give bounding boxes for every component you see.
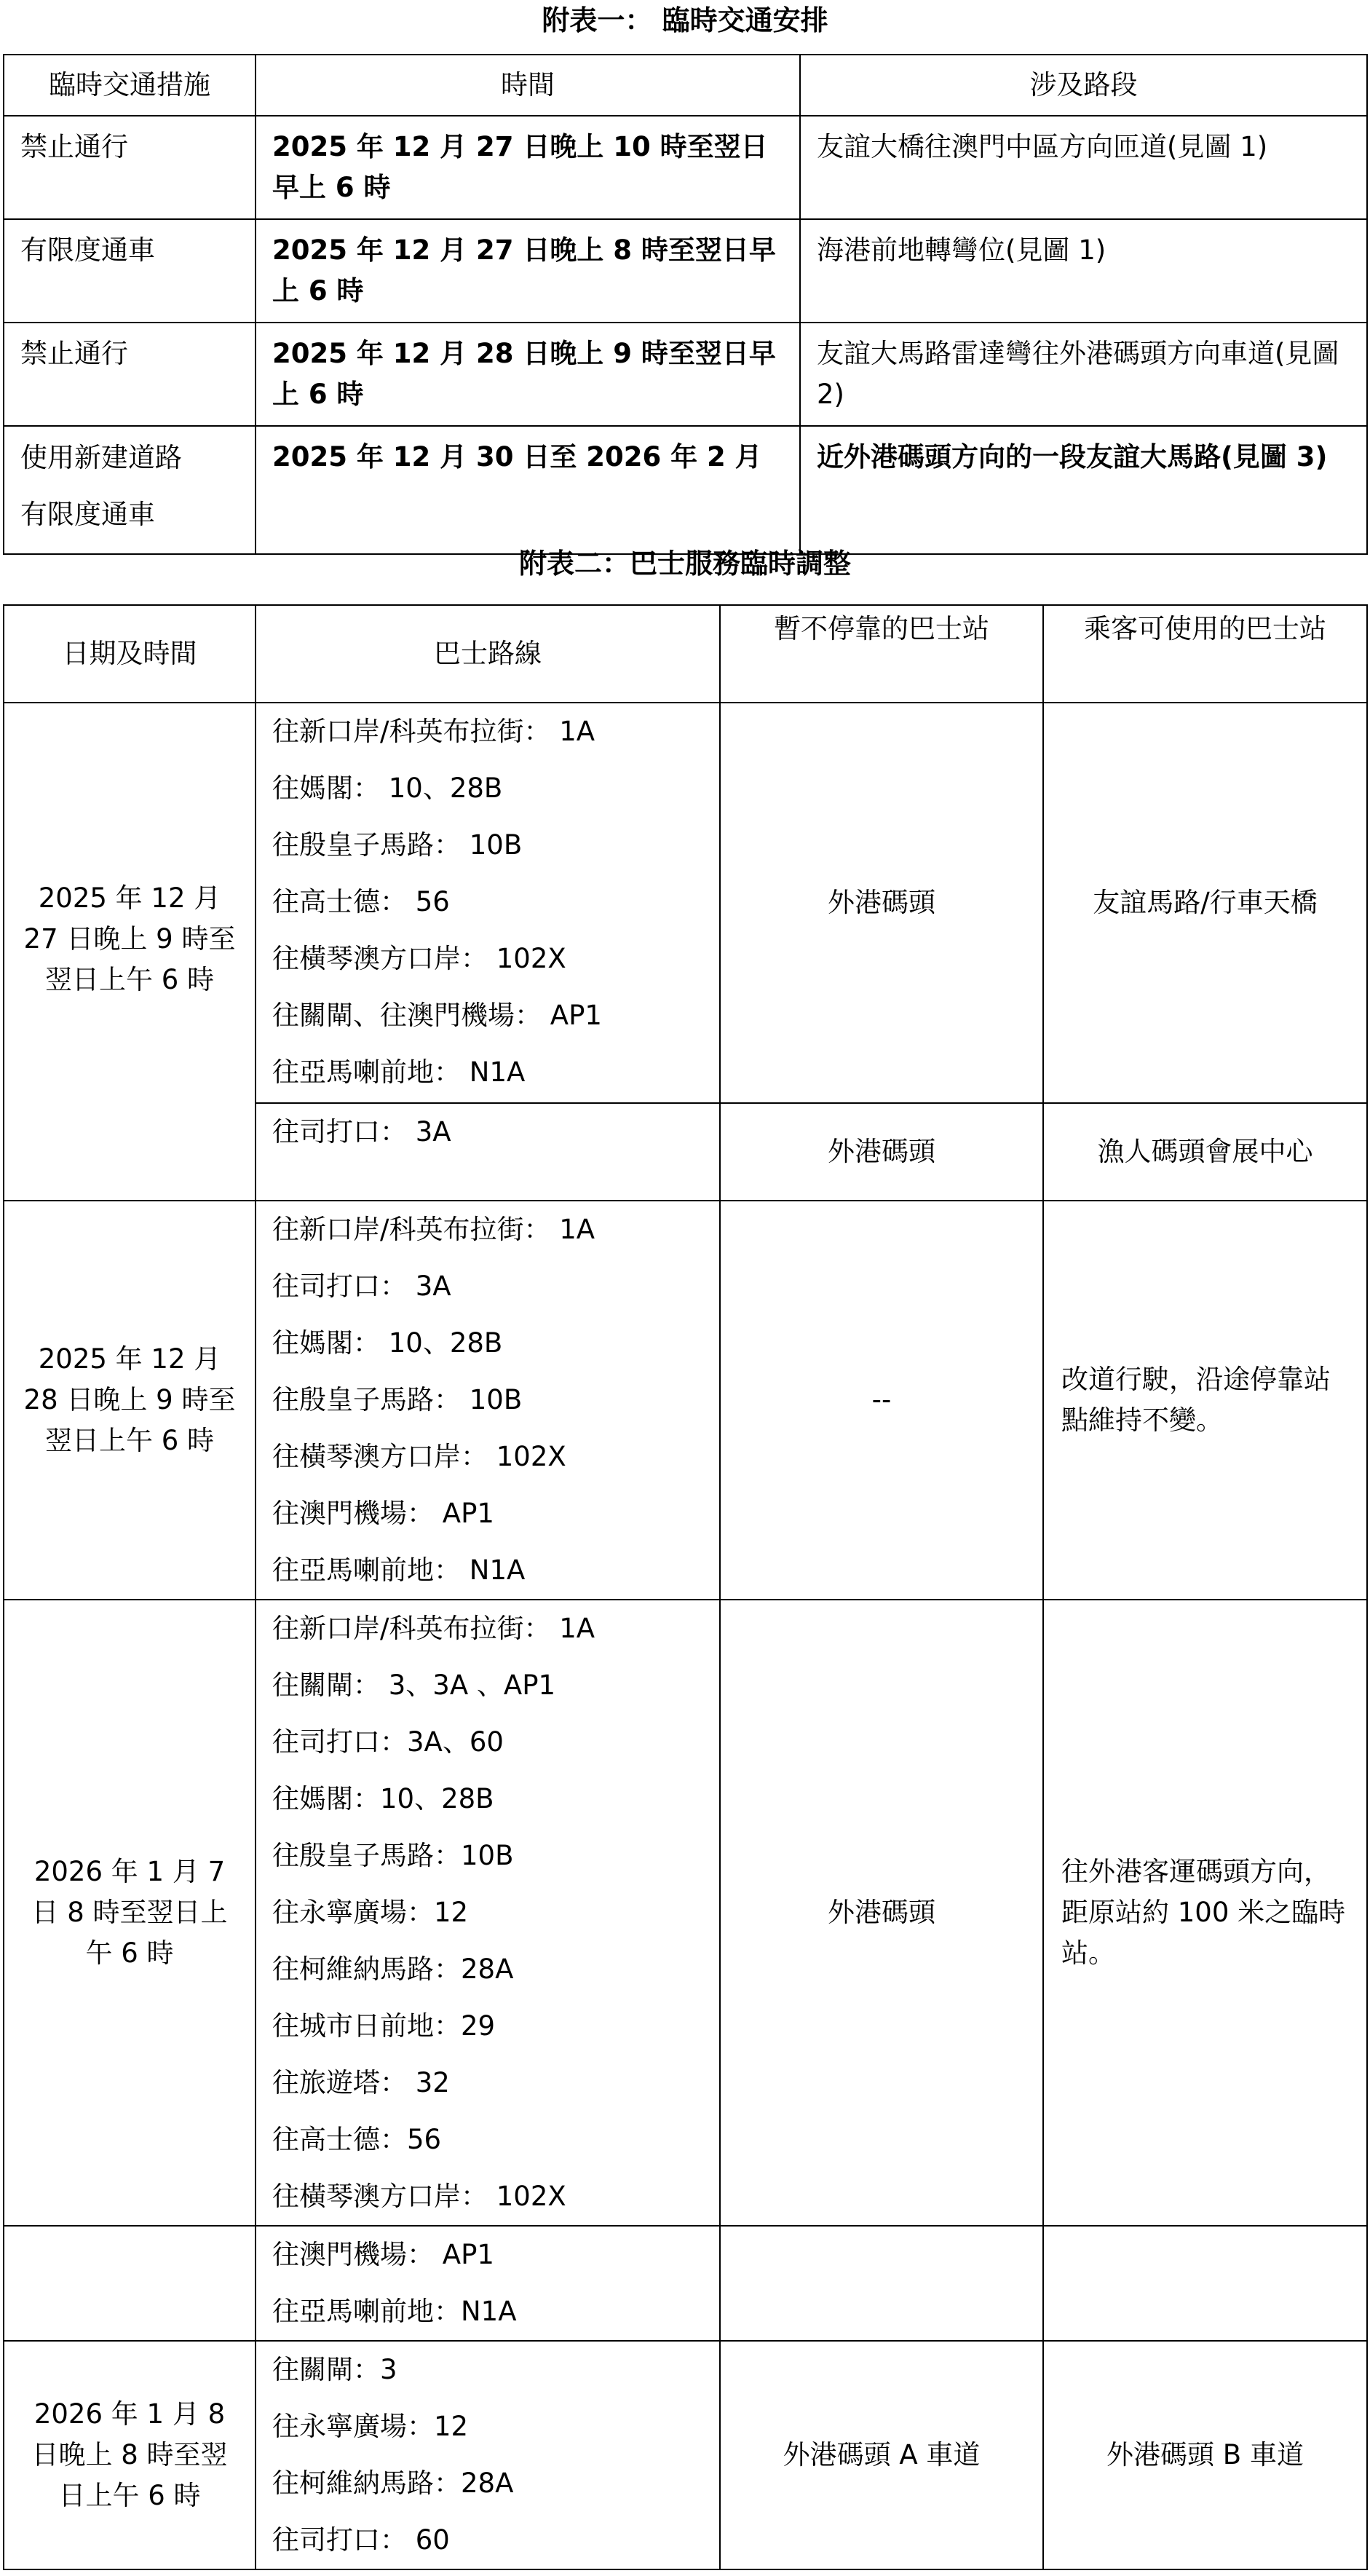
table-row	[4, 116, 1367, 219]
route-line: 往橫琴澳方口岸： 102X	[272, 1441, 566, 1472]
table-row	[4, 2341, 1367, 2569]
table-row	[4, 1201, 1367, 1600]
route-line: 往司打口： 60	[272, 2524, 450, 2556]
section-cell: 近外港碼頭方向的一段友誼大馬路(見圖 3)	[800, 426, 1367, 554]
measure-cell	[4, 426, 256, 554]
alternative-stop-text: 友誼馬路/行車天橋	[1093, 887, 1318, 918]
table-row	[4, 219, 1367, 323]
header-section: 涉及路段	[800, 55, 1367, 116]
time-cell: 2025 年 12 月 27 日晚上 10 時至翌日早上 6 時	[256, 116, 800, 219]
measure-line: 有限度通車	[20, 499, 155, 530]
route-line: 往永寧廣場：12	[272, 1897, 469, 1928]
measure-cell: 禁止通行	[4, 323, 256, 426]
header-time: 時間	[256, 55, 800, 116]
measure-line: 使用新建道路	[20, 442, 182, 473]
alternative-stop-cell	[1043, 1103, 1367, 1201]
routes-cell	[256, 1103, 720, 1201]
date-text: 2025 年 12 月 27 日晚上 9 時至翌日上午 6 時	[23, 882, 236, 995]
header-alternative	[1043, 605, 1367, 703]
section-cell: 友誼大橋往澳門中區方向匝道(見圖 1)	[800, 116, 1367, 219]
route-line: 往媽閣： 10、28B	[272, 1327, 503, 1359]
alternative-stop-cell	[1043, 2226, 1367, 2341]
route-line: 往關閘、往澳門機場： AP1	[272, 1000, 602, 1031]
table1-title: 附表一： 臨時交通安排	[542, 4, 828, 36]
table-row	[4, 426, 1367, 554]
date-cell	[4, 2341, 256, 2569]
alternative-stop-text: 漁人碼頭會展中心	[1097, 1136, 1313, 1167]
route-line: 往新口岸/科英布拉街： 1A	[272, 1613, 595, 1644]
route-line: 往媽閣：10、28B	[272, 1783, 494, 1814]
header-routes-label: 巴士路線	[434, 638, 542, 669]
route-line: 往關閘： 3、3A 、AP1	[272, 1670, 556, 1701]
date-cell	[4, 1600, 256, 2226]
suspended-stop-cell	[720, 2226, 1043, 2341]
suspended-stop-cell: 外港碼頭	[720, 703, 1043, 1103]
route-line: 往澳門機場： AP1	[272, 2239, 494, 2270]
alternative-stop-cell: 往外港客運碼頭方向，距原站約 100 米之臨時站。	[1043, 1600, 1367, 2226]
route-line: 往城市日前地：29	[272, 2010, 496, 2042]
route-line: 往橫琴澳方口岸： 102X	[272, 2181, 566, 2212]
date-text: 2026 年 1 月 7 日 8 時至翌日上午 6 時	[31, 1856, 228, 1969]
measure-cell: 禁止通行	[4, 116, 256, 219]
section-cell: 海港前地轉彎位(見圖 1)	[800, 219, 1367, 323]
table2-title: 附表二：巴士服務臨時調整	[518, 548, 851, 580]
route-line: 往殷皇子馬路： 10B	[272, 829, 523, 861]
routes-cell	[256, 703, 720, 1103]
route-line: 往司打口： 3A	[272, 1271, 451, 1302]
route-line: 往殷皇子馬路： 10B	[272, 1384, 523, 1415]
bus-adjustment-table	[3, 604, 1368, 2570]
route-line: 往高士德：56	[272, 2124, 442, 2155]
alternative-stop-cell: 外港碼頭 B 車道	[1043, 2341, 1367, 2569]
date-cell	[4, 1201, 256, 1600]
route-line: 往亞馬喇前地： N1A	[272, 1554, 526, 1586]
time-cell: 2025 年 12 月 27 日晚上 8 時至翌日早上 6 時	[256, 219, 800, 323]
routes-cell	[256, 2341, 720, 2569]
header-suspended	[720, 605, 1043, 703]
route-line: 往關閘：3	[272, 2354, 397, 2385]
measure-cell: 有限度通車	[4, 219, 256, 323]
table-row	[4, 2226, 1367, 2341]
header-routes	[256, 605, 720, 703]
date-cell	[4, 703, 256, 1201]
date-text: 2025 年 12 月 28 日晚上 9 時至翌日上午 6 時	[23, 1343, 236, 1456]
suspended-stop-cell: 外港碼頭	[720, 1103, 1043, 1201]
date-cell	[4, 2226, 256, 2341]
alternative-stop-cell: 改道行駛，沿途停靠站點維持不變。	[1043, 1201, 1367, 1600]
route-line: 往殷皇子馬路：10B	[272, 1840, 514, 1871]
traffic-arrangement-table	[3, 54, 1368, 555]
header-date-label: 日期及時間	[62, 638, 197, 669]
table-row	[4, 703, 1367, 1103]
suspended-stop-cell: --	[720, 1201, 1043, 1600]
alternative-stop-cell	[1043, 703, 1367, 1103]
header-date	[4, 605, 256, 703]
route-line: 往司打口：3A、60	[272, 1726, 504, 1758]
time-cell: 2025 年 12 月 28 日晚上 9 時至翌日早上 6 時	[256, 323, 800, 426]
routes-cell	[256, 1201, 720, 1600]
header-alternative-label: 乘客可使用的巴士站	[1084, 613, 1326, 644]
routes-cell	[256, 1600, 720, 2226]
route-line: 往亞馬喇前地：N1A	[272, 2296, 517, 2327]
route-line: 往高士德： 56	[272, 886, 450, 917]
route-line: 往澳門機場： AP1	[272, 1498, 494, 1529]
header-measure: 臨時交通措施	[4, 55, 256, 116]
route-line: 往司打口： 3A	[272, 1116, 451, 1147]
route-line: 往旅遊塔： 32	[272, 2067, 450, 2098]
route-line: 往橫琴澳方口岸： 102X	[272, 943, 566, 974]
suspended-stop-cell: 外港碼頭	[720, 1600, 1043, 2226]
header-suspended-label: 暫不停靠的巴士站	[774, 613, 989, 644]
table-header-row	[4, 605, 1367, 703]
table-row	[4, 323, 1367, 426]
date-text: 2026 年 1 月 8 日晚上 8 時至翌日上午 6 時	[31, 2398, 228, 2511]
route-line: 往媽閣： 10、28B	[272, 773, 503, 804]
route-line: 往永寧廣場：12	[272, 2411, 469, 2442]
routes-cell	[256, 2226, 720, 2341]
suspended-stop-cell: 外港碼頭 A 車道	[720, 2341, 1043, 2569]
route-line: 往亞馬喇前地： N1A	[272, 1056, 526, 1088]
route-line: 往柯維納馬路：28A	[272, 1953, 514, 1985]
route-line: 往新口岸/科英布拉街： 1A	[272, 716, 595, 747]
time-cell: 2025 年 12 月 30 日至 2026 年 2 月	[256, 426, 800, 554]
table-row	[4, 1600, 1367, 2226]
route-line: 往柯維納馬路：28A	[272, 2468, 514, 2499]
route-line: 往新口岸/科英布拉街： 1A	[272, 1214, 595, 1245]
section-cell: 友誼大馬路雷達彎往外港碼頭方向車道(見圖 2)	[800, 323, 1367, 426]
table-header-row	[4, 55, 1367, 116]
